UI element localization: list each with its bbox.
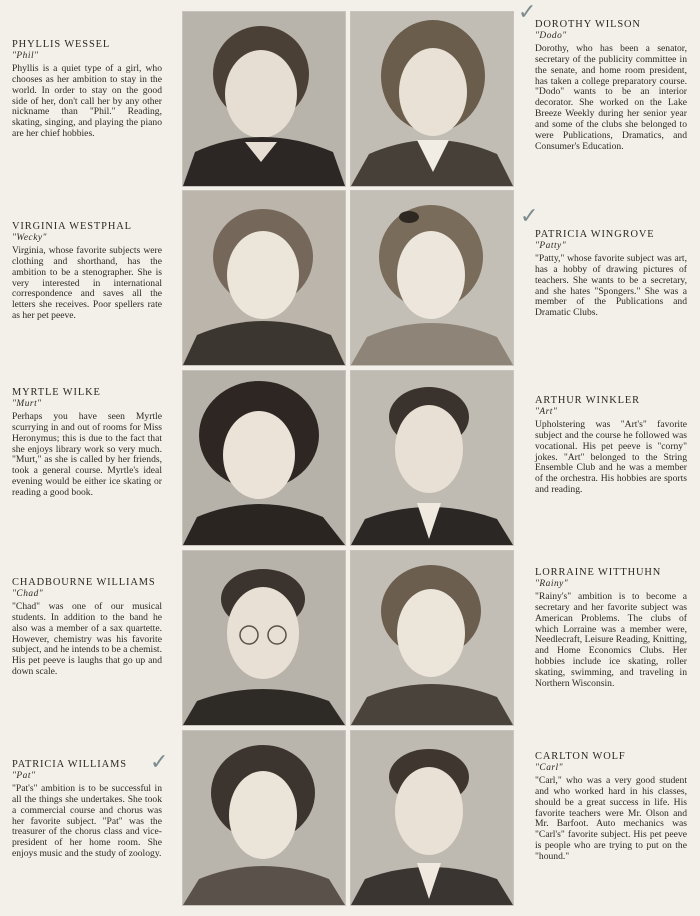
student-description: "Rainy's" ambition is to become a secretary and her favorite subject was American Problems. The clubs of which Lorraine was a member were, Needlecraft, Leisure Reading, Knitting, and Home Economics Clubs. Her hobbies include ice skating, roller skating, swimming, and traveling in Northern Wisconsin. [535,590,687,690]
student-description: "Patty," whose favorite subject was art, has a hobby of drawing pictures of teachers. She wants to be a secretary, and she hates "Spongers." She was a member of the Publications and Dramatic Clubs. [535,252,687,319]
student-bio [12,760,162,860]
student-bio [535,752,687,863]
checkmark-icon: ✓ [518,0,537,25]
student-nickname: "Carl" [535,762,564,773]
student-bio [12,222,162,322]
student-nickname: "Art" [535,406,558,417]
student-portrait [182,370,346,546]
student-bio [535,20,687,153]
student-name: ARTHUR WINKLER [535,395,641,406]
student-bio [12,388,162,499]
student-description: Phyllis is a quiet type of a girl, who chooses as her ambition to stay in the world. In order to stay on the good side of her, don't call her by any other nickname than "Phil." Reading, skating, singing, and playing the piano are her chief hobbies. [12,62,162,140]
student-portrait [182,730,346,906]
student-portrait [350,370,514,546]
student-portrait [350,730,514,906]
student-bio [12,578,162,678]
student-name: CARLTON WOLF [535,751,626,762]
student-description: Dorothy, who has been a senator, secretary of the publicity committee in the senate, and home room president, has taken a college preparatory course. "Dodo" wants to be an interior decorator. She worked on the Lake Breeze Weekly during her senior year and some of the clubs she belonged to were Publications, Dramatics, and Consumer's Education. [535,42,687,152]
student-nickname: "Phil" [12,50,39,61]
student-nickname: "Dodo" [535,30,567,41]
student-portrait [182,190,346,366]
student-bio [12,40,162,140]
checkmark-icon: ✓ [150,750,169,775]
student-portrait [350,550,514,726]
student-description: Upholstering was "Art's" favorite subject and the course he followed was vocational. His pet peeve is "corny" jokes. "Art" belonged to the String Ensemble Club and he was a member of the orchestra. His hobbies are sports and reading. [535,418,687,496]
student-nickname: "Murt" [12,398,42,409]
student-name: DOROTHY WILSON [535,19,641,30]
student-nickname: "Wecky" [12,232,47,243]
student-portrait [182,11,346,187]
student-description: "Carl," who was a very good student and who worked hard in his classes, should be a great success in life. His favorite teachers were Mr. Olson and Mr. Barfoot. Auto mechanics was "Carl's" favorite subject. His pet peeve is people who are trying to put on the "hound." [535,774,687,863]
student-nickname: "Patty" [535,240,567,251]
student-name: CHADBOURNE WILLIAMS [12,577,156,588]
student-portrait [350,11,514,187]
student-name: PATRICIA WINGROVE [535,229,655,240]
student-bio [535,568,687,690]
student-name: PHYLLIS WESSEL [12,39,111,50]
student-name: LORRAINE WITTHUHN [535,567,662,578]
student-bio [535,230,687,319]
student-name: PATRICIA WILLIAMS [12,759,127,770]
student-nickname: "Rainy" [535,578,569,589]
student-nickname: "Pat" [12,770,36,781]
checkmark-icon: ✓ [520,204,539,229]
student-portrait [182,550,346,726]
student-name: VIRGINIA WESTPHAL [12,221,132,232]
student-description: Virginia, whose favorite subjects were clothing and shorthand, has the ambition to be a stenographer. She is very interested in international correspondence and saves all the letters she receives. Poor spellers rate as her pet peeve. [12,244,162,322]
student-description: "Chad" was one of our musical students. In addition to the band he also was a member of a sax quartette. However, chemistry was his favorite subject, and he intends to be a chemist. His pet peeve is laughs that go up and down scale. [12,600,162,678]
student-name: MYRTLE WILKE [12,387,101,398]
student-description: "Pat's" ambition is to be successful in all the things she undertakes. She took a commercial course and chorus was her favorite subject. "Pat" was the treasurer of the chorus class and vice-president of her home room. She enjoys music and the study of zoology. [12,782,162,860]
student-nickname: "Chad" [12,588,44,599]
student-portrait [350,190,514,366]
student-description: Perhaps you have seen Myrtle scurrying in and out of rooms for Miss Heronymus; this is due to the fact that she enjoys library work so very much. "Murt," as she is called by her friends, took a general course. Myrtle's ideal evening would be either ice skating or reading a good book. [12,410,162,499]
student-bio [535,396,687,496]
